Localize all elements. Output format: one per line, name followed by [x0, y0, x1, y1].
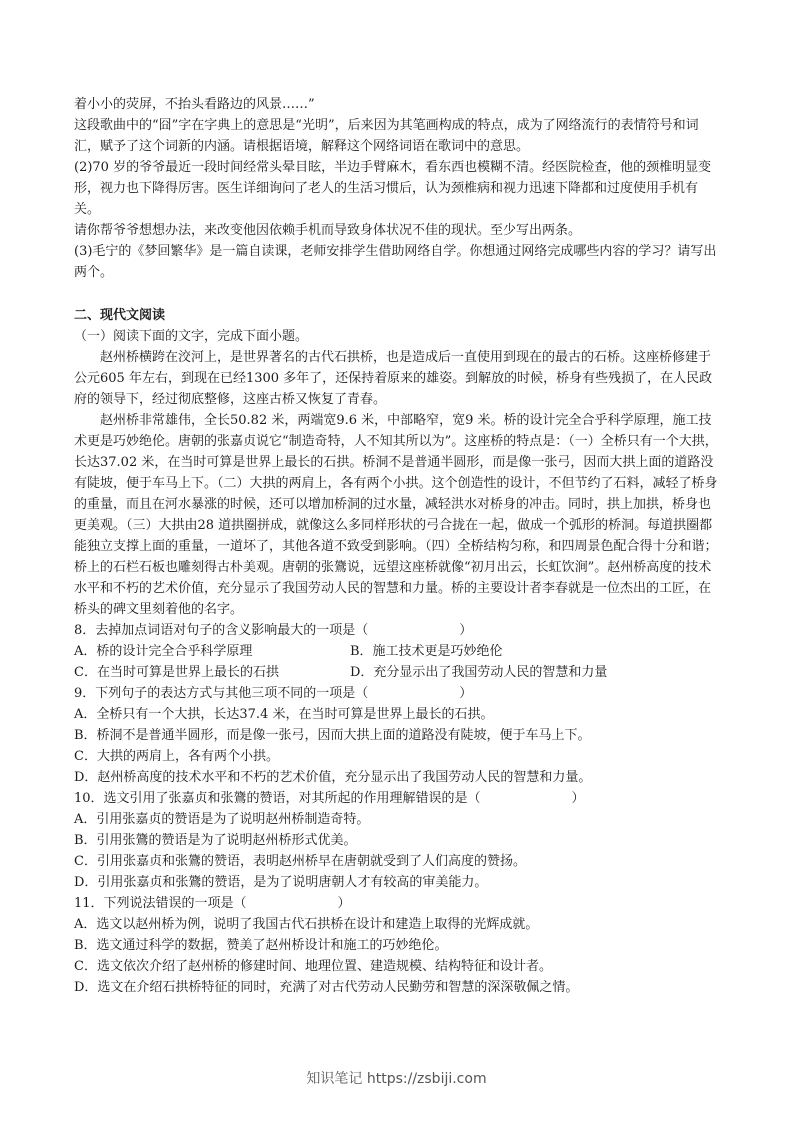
- site-watermark-footer: 知识笔记 https://zsbiji.com: [306, 1071, 487, 1087]
- passage-paragraph-2: 赵州桥非常雄伟，全长50.82 米，两端宽9.6 米，中部略窄，宽9 米。桥的设计完全合乎科学原理，施工技术更是巧妙绝伦。唐朝的张嘉贞说它“制造奇特，人不知其所以为”。这座桥的特点是：（一）全桥只有一个大拱，长达37.02 米，在当时可算是世界上最长的石拱。桥洞不是普通半圆形，而是像一张弓，因而大拱上面的道路没有陡坡，便于车马上下。（二）大拱的两肩上，各有两个小拱。这个创造性的设计，不但节约了石料，减轻了桥身的重量，而且在河水暴涨的时候，还可以增加桥洞的过水量，减轻洪水对桥身的冲击。同时，拱上加拱，桥身也更美观。（三）大拱由28 道拱圈拼成，就像这么多同样形状的弓合拢在一起，做成一个弧形的桥洞。每道拱圈都能独立支撑上面的重量，一道坏了，其他各道不致受到影响。（四）全桥结构匀称，和四周景色配合得十分和谐；桥上的石栏石板也雕刻得古朴美观。唐朝的张鷟说，远望这座桥就像“初月出云，长虹饮涧”。赵州桥高度的技术水平和不朽的艺术价值，充分显示了我国劳动人民的智慧和力量。桥的主要设计者李春就是一位杰出的工匠，在桥头的碑文里刻着他的名字。: [74, 413, 718, 617]
- section-subtitle: （一）阅读下面的文字，完成下面小题。: [74, 329, 309, 344]
- question-1-text: 这段歌曲中的“囧”字在字典上的意思是“光明”，后来因为其笔画构成的特点，成为了网络流行的表情符号和词汇，赋予了这个词新的内涵。请根据语境，解释这个网络词语在歌词中的意思。: [74, 118, 699, 154]
- passage-paragraph-1: 赵州桥横跨在洨河上，是世界著名的古代石拱桥，也是造成后一直使用到现在的最古的石桥。这座桥修建于公元605 年左右，到现在已经1300 多年了，还保持着原来的雄姿。到解放的时候，桥身有些残损了，在人民政府的领导下，经过彻底整修，这座古桥又恢复了青春。: [74, 350, 713, 407]
- section-title: 二、现代文阅读: [74, 308, 166, 323]
- question-11-option-b: B．选文通过科学的数据，赞美了赵州桥设计和施工的巧妙绝伦。: [74, 938, 448, 953]
- question-8-options-row-1: [74, 641, 720, 662]
- question-2-prompt: 请你帮爷爷想想办法，来改变他因依赖手机而导致身体状况不佳的现状。至少写出两条。: [74, 223, 582, 238]
- question-2-text: (2)70 岁的爷爷最近一段时间经常头晕目眩，半边手臂麻木，看东西也模糊不清。经医院检查，他的颈椎明显变形，视力也下降得厉害。医生详细询问了老人的生活习惯后，认为颈椎病和视力迅速下降都和过度使用手机有关。: [74, 160, 712, 217]
- question-9-option-a: A．全桥只有一个大拱，长达37.4 米，在当时可算是世界上最长的石拱。: [74, 707, 494, 722]
- question-11-stem: 11．下列说法错误的一项是（ ）: [74, 896, 351, 911]
- question-8-option-d: D．充分显示出了我国劳动人民的智慧和力量: [350, 665, 608, 680]
- question-11-option-a: A．选文以赵州桥为例，说明了我国古代石拱桥在设计和建造上取得的光辉成就。: [74, 917, 539, 932]
- question-9-option-d: D．赵州桥高度的技术水平和不朽的艺术价值，充分显示出了我国劳动人民的智慧和力量。: [74, 770, 592, 785]
- question-10-option-d: D．引用张嘉贞和张鷟的赞语，是为了说明唐朝人才有较高的审美能力。: [74, 875, 488, 890]
- question-10-stem: 10．选文引用了张嘉贞和张鷟的赞语，对其所起的作用理解错误的是（ ）: [74, 791, 585, 806]
- question-11-option-d: D．选文在介绍石拱桥特征的同时，充满了对古代劳动人民勤劳和智慧的深深敬佩之情。: [74, 980, 579, 995]
- question-8-stem: 8．去掉加点词语对句子的含义影响最大的一项是（ ）: [74, 623, 473, 638]
- question-10-option-a: A．引用张嘉贞的赞语是为了说明赵州桥制造奇特。: [74, 812, 370, 827]
- section-gap: [74, 283, 720, 305]
- question-9-stem: 9．下列句子的表达方式与其他三项不同的一项是（ ）: [74, 686, 473, 701]
- document-page: [74, 94, 720, 998]
- question-10-option-c: C．引用张嘉贞和张鷟的赞语，表明赵州桥早在唐朝就受到了人们高度的赞扬。: [74, 854, 526, 869]
- question-11-option-c: C．选文依次介绍了赵州桥的修建时间、地理位置、建造规模、结构特征和设计者。: [74, 959, 552, 974]
- question-8-option-c: C．在当时可算是世界上最长的石拱: [74, 665, 279, 680]
- question-8-option-a: A．桥的设计完全合乎科学原理: [74, 644, 253, 659]
- question-9-option-c: C．大拱的两肩上，各有两个小拱。: [74, 749, 279, 764]
- question-9-option-b: B．桥洞不是普通半圆形，而是像一张弓，因而大拱上面的道路没有陡坡，便于车马上下。: [74, 728, 591, 743]
- question-8-option-b: B．施工技术更是巧妙绝伦: [350, 644, 503, 659]
- question-3-text: (3)毛宁的《梦回繁华》是一篇自读课，老师安排学生借助网络自学。你想通过网络完成哪些内容的学习？请写出两个。: [74, 244, 717, 280]
- question-8-options-row-2: [74, 662, 720, 683]
- question-10-option-b: B．引用张鷟的赞语是为了说明赵州桥形式优美。: [74, 833, 357, 848]
- lyric-end-line: 着小小的荧屏，不抬头看路边的风景……”: [74, 97, 315, 112]
